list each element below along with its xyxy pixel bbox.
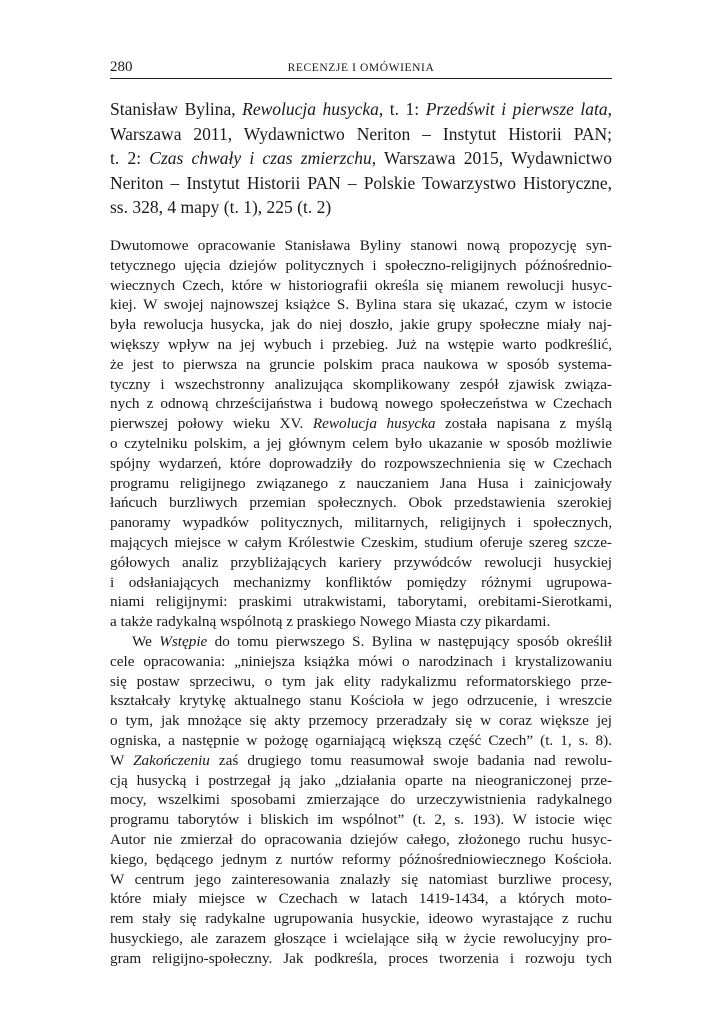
text-run: t. 2: — [110, 148, 150, 169]
running-title: RECENZJE I OMÓWIENIA — [287, 62, 435, 74]
paragraph-line — [110, 256, 612, 276]
text-run: była rewolucja husycka, jak do niej doszło, jakie grupy społeczne miały naj- — [110, 316, 612, 334]
text-run: cele opracowania: „niniejsza książka mówi o narodzinach i krystalizowaniu — [110, 652, 612, 670]
text-run: kiej. W swojej najnowszej książce S. Bylina stara się ukazać, czym w istocie — [110, 296, 612, 314]
text-run: Stanisław Bylina, — [110, 99, 243, 119]
paragraph-line — [110, 652, 612, 672]
paragraph-line — [110, 850, 612, 870]
paragraph-line — [110, 573, 612, 593]
text-run: niami religijnymi: praskimi utrakwistami, taborytami, orebitami-Sierotkami, — [110, 593, 612, 611]
paragraph-line — [110, 434, 612, 454]
text-run: cją husycką i postrzegał ją jako „działania oparte na nieograniczonej prze- — [110, 771, 612, 789]
text-run: się postaw sprzeciwu, o tym jak elity radykalizmu reformatorskiego prze- — [110, 672, 612, 690]
paragraph-line — [110, 315, 612, 335]
paragraph-line — [110, 790, 612, 810]
paragraph-line — [110, 771, 612, 791]
italic-title: Rewolucja husycka — [242, 99, 379, 119]
paragraph-line — [110, 731, 612, 751]
italic-title: Wstępie — [159, 632, 208, 650]
paragraph-line — [110, 592, 612, 612]
text-run: które miały miejsce w Czechach w latach 1419-1434, a których moto- — [110, 890, 612, 908]
citation-line — [110, 171, 612, 196]
text-run: większy wpływ na jej wybuch i przebieg. Już na wstępie warto podkreślić, — [110, 335, 612, 353]
text-run: o tym, jak mnożące się akty przemocy przeradzały się w coraz większe jej — [110, 712, 612, 730]
text-run: programu taborytów i bliskich im wspólnot” (t. 2, s. 193). W istocie więc — [110, 811, 612, 829]
paragraph-line — [110, 493, 612, 513]
text-run: gółowych analiz przybliżających kariery przywódców rewolucji husyckiej — [110, 553, 612, 571]
text-run: panoramy wypadków politycznych, militarnych, religijnych i społecznych, — [110, 514, 612, 532]
text-run: gram religijno-społeczny. Jak podkreśla, proces tworzenia i rozwoju tych — [110, 949, 612, 967]
text-run: Dwutomowe opracowanie Stanisława Byliny stanowi nową propozycję syn- — [110, 237, 612, 254]
paragraph-line — [110, 909, 612, 929]
text-run: tetycznego ujęcia dziejów politycznych i społeczno-religijnych późnośrednio- — [110, 256, 612, 274]
citation-line — [110, 122, 612, 147]
italic-title: Zakończeniu — [133, 751, 210, 769]
text-run: pierwszej połowy wieku XV. — [110, 415, 313, 433]
paragraph-line — [110, 751, 612, 771]
text-run: ss. 328, 4 mapy (t. 1), 225 (t. 2) — [110, 197, 332, 218]
text-run: We — [132, 632, 160, 650]
paragraph-line — [110, 691, 612, 711]
text-run: łańcuch burzliwych przemian społecznych. Obok przedstawienia szerokiej — [110, 494, 612, 512]
text-run: że jest to pierwsza na gruncie polskim praca naukowa w sposób systema- — [110, 355, 612, 373]
paragraph-line — [110, 236, 612, 256]
italic-title: Przedświt i pierwsze lata — [425, 99, 608, 119]
text-run: programu religijnego związanego z nauczaniem Jana Husa i zainicjowały — [110, 474, 612, 492]
text-run: i odsłaniających mechanizmy konfliktów pomiędzy różnymi ugrupowa- — [110, 573, 612, 591]
book-citation — [110, 97, 612, 220]
page-number: 280 — [110, 59, 133, 75]
text-run: W — [110, 751, 134, 769]
text-run: rem stały się radykalne ugrupowania husyckie, ideowo wyrastające z ruchu — [110, 910, 612, 928]
paragraph-line — [110, 711, 612, 731]
text-run: ogniska, a następnie w pożogę ogarniającą większą część Czech” (t. 1, s. 8). — [110, 731, 612, 749]
text-run: spójny wydarzeń, które doprowadziły do rozpowszechnienia się w Czechach — [110, 454, 612, 472]
text-run: kiego, będącego jednym z nurtów reformy późnośredniowiecznego Kościoła. — [110, 850, 612, 868]
text-run: nych z odnową chrześcijaństwa i budową nowego społeczeństwa w Czechach — [110, 395, 612, 413]
paragraph-line — [110, 474, 612, 494]
paragraph-line — [110, 870, 612, 890]
paragraph-line — [110, 375, 612, 395]
text-run: husyckiego, ale zarazem głoszące i wcielające siłą w życie rewolucyjny pro- — [110, 929, 612, 947]
paragraph-line — [110, 612, 612, 632]
text-run: , t. 1: — [378, 99, 426, 119]
text-run: wiecznych Czech, które w historiografii określa się mianem rewolucji husyc- — [110, 276, 612, 294]
text-run: mocy, wszelkimi sposobami zmierzające do urzeczywistnienia radykalnego — [110, 791, 612, 809]
text-run: została napisana z myślą — [435, 415, 612, 433]
citation-line — [110, 97, 612, 122]
paragraph-first-line — [110, 632, 612, 652]
text-run: kształcały krytykę aktualnego stanu Kościoła w jego odrzucenie, i wreszcie — [110, 692, 612, 710]
paragraph-line — [110, 553, 612, 573]
paragraph-line — [110, 454, 612, 474]
text-run: Warszawa 2011, Wydawnictwo Neriton – Instytut Historii PAN; — [110, 123, 612, 144]
text-run: , Warszawa 2015, Wydawnictwo — [371, 148, 612, 169]
citation-line — [110, 195, 612, 220]
paragraph-line — [110, 295, 612, 315]
review-body — [110, 236, 612, 968]
text-run: tyczny i wszechstronny analizująca skomplikowany zespół zjawisk związa- — [110, 375, 612, 393]
paragraph-line — [110, 929, 612, 949]
text-run: zaś drugiego tomu reasumował swoje badania nad rewolu- — [209, 751, 613, 769]
text-run: Neriton – Instytut Historii PAN – Polskie Towarzystwo Historyczne, — [110, 172, 612, 193]
paragraph-line — [110, 672, 612, 692]
paragraph-line — [110, 414, 612, 434]
text-run: a także radykalną wspólnotą z praskiego Nowego Miasta czy pikardami. — [110, 613, 551, 631]
text-run: Autor nie zmierzał do opracowania dziejów całego, złożonego ruchu husyc- — [110, 830, 612, 848]
paragraph-line — [110, 394, 612, 414]
text-run: do tomu pierwszego S. Bylina w następujący sposób określił — [207, 632, 613, 650]
citation-line — [110, 146, 612, 171]
italic-title: Czas chwały i czas zmierzchu — [149, 148, 372, 169]
paragraph-line — [110, 810, 612, 830]
paragraph-line — [110, 533, 612, 553]
text-run: , — [607, 99, 613, 119]
paragraph-line — [110, 949, 612, 969]
running-header — [110, 58, 612, 79]
paragraph-line — [110, 513, 612, 533]
text-run: o czytelniku polskim, a jej głównym celem było ukazanie w sposób możliwie — [110, 434, 612, 452]
text-run: W centrum jego zainteresowania znalazły się natomiast burzliwe procesy, — [110, 870, 612, 888]
paragraph-line — [110, 889, 612, 909]
paragraph-line — [110, 830, 612, 850]
italic-title: Rewolucja husycka — [312, 415, 436, 433]
paragraph-line — [110, 335, 612, 355]
paragraph-line — [110, 276, 612, 296]
paragraph-line — [110, 355, 612, 375]
text-run: mających miejsce w całym Królestwie Czeskim, studium oferuje szereg szcze- — [110, 533, 612, 551]
